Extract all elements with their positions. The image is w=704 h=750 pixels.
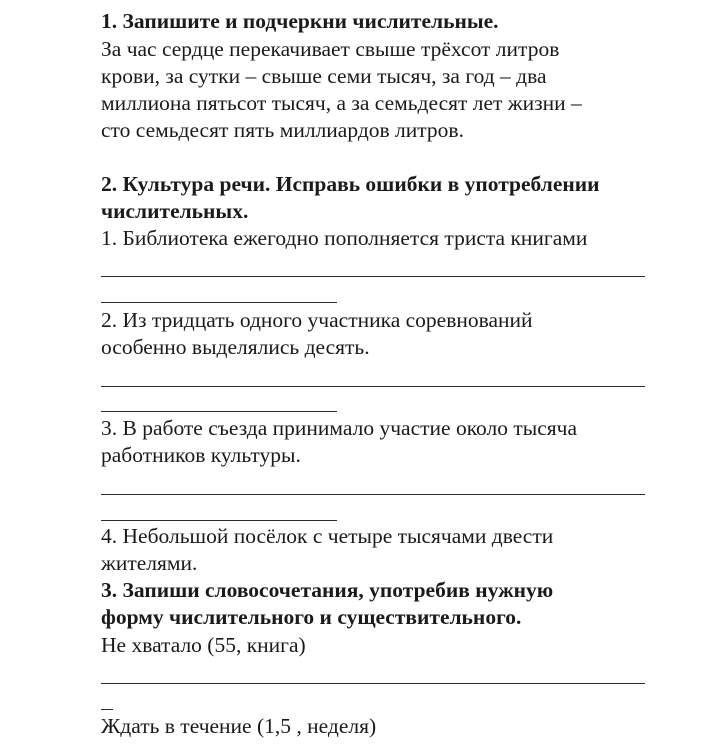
task2-heading: 2. Культура речи. Исправь ошибки в употреблении <box>101 172 600 196</box>
task2-item-2: особенно выделялись десять. <box>101 335 370 359</box>
answer-line[interactable] <box>101 302 337 303</box>
task2-item-3: 3. В работе съезда принимало участие около тысяча <box>101 416 577 440</box>
task1-text-line: миллиона пятьсот тысяч, а за семьдесят лет жизни – <box>101 91 582 115</box>
task3-heading: форму числительного и существительного. <box>101 605 522 629</box>
answer-line[interactable] <box>101 276 645 277</box>
task2-item-4: жителями. <box>101 551 198 575</box>
task2-item-3: работников культуры. <box>101 443 301 467</box>
task2-item-4: 4. Небольшой посёлок с четыре тысячами двести <box>101 524 554 548</box>
task3-item-2: Ждать в течение (1,5 , неделя) <box>101 714 377 738</box>
task2-item-2: 2. Из тридцать одного участника соревнований <box>101 308 533 332</box>
task3-heading: 3. Запиши словосочетания, употребив нужную <box>101 578 554 602</box>
answer-line[interactable] <box>101 683 645 684</box>
task3-item-1: Не хватало (55, книга) <box>101 633 306 657</box>
task1-text-line: сто семьдесят пять миллиардов литров. <box>101 118 464 142</box>
task1-text-line: За час сердце перекачивает свыше трёхсот литров <box>101 37 560 61</box>
task1-text-line: крови, за сутки – свыше семи тысяч, за год – два <box>101 64 547 88</box>
answer-line[interactable] <box>101 386 645 387</box>
task1-heading: 1. Запишите и подчеркни числительные. <box>101 9 499 33</box>
task2-item-1: 1. Библиотека ежегодно пополняется триста книгами <box>101 226 588 250</box>
answer-line[interactable] <box>101 411 337 412</box>
answer-line[interactable] <box>101 494 645 495</box>
task2-heading: числительных. <box>101 199 249 223</box>
answer-line[interactable] <box>101 520 337 521</box>
answer-line[interactable] <box>101 709 113 710</box>
